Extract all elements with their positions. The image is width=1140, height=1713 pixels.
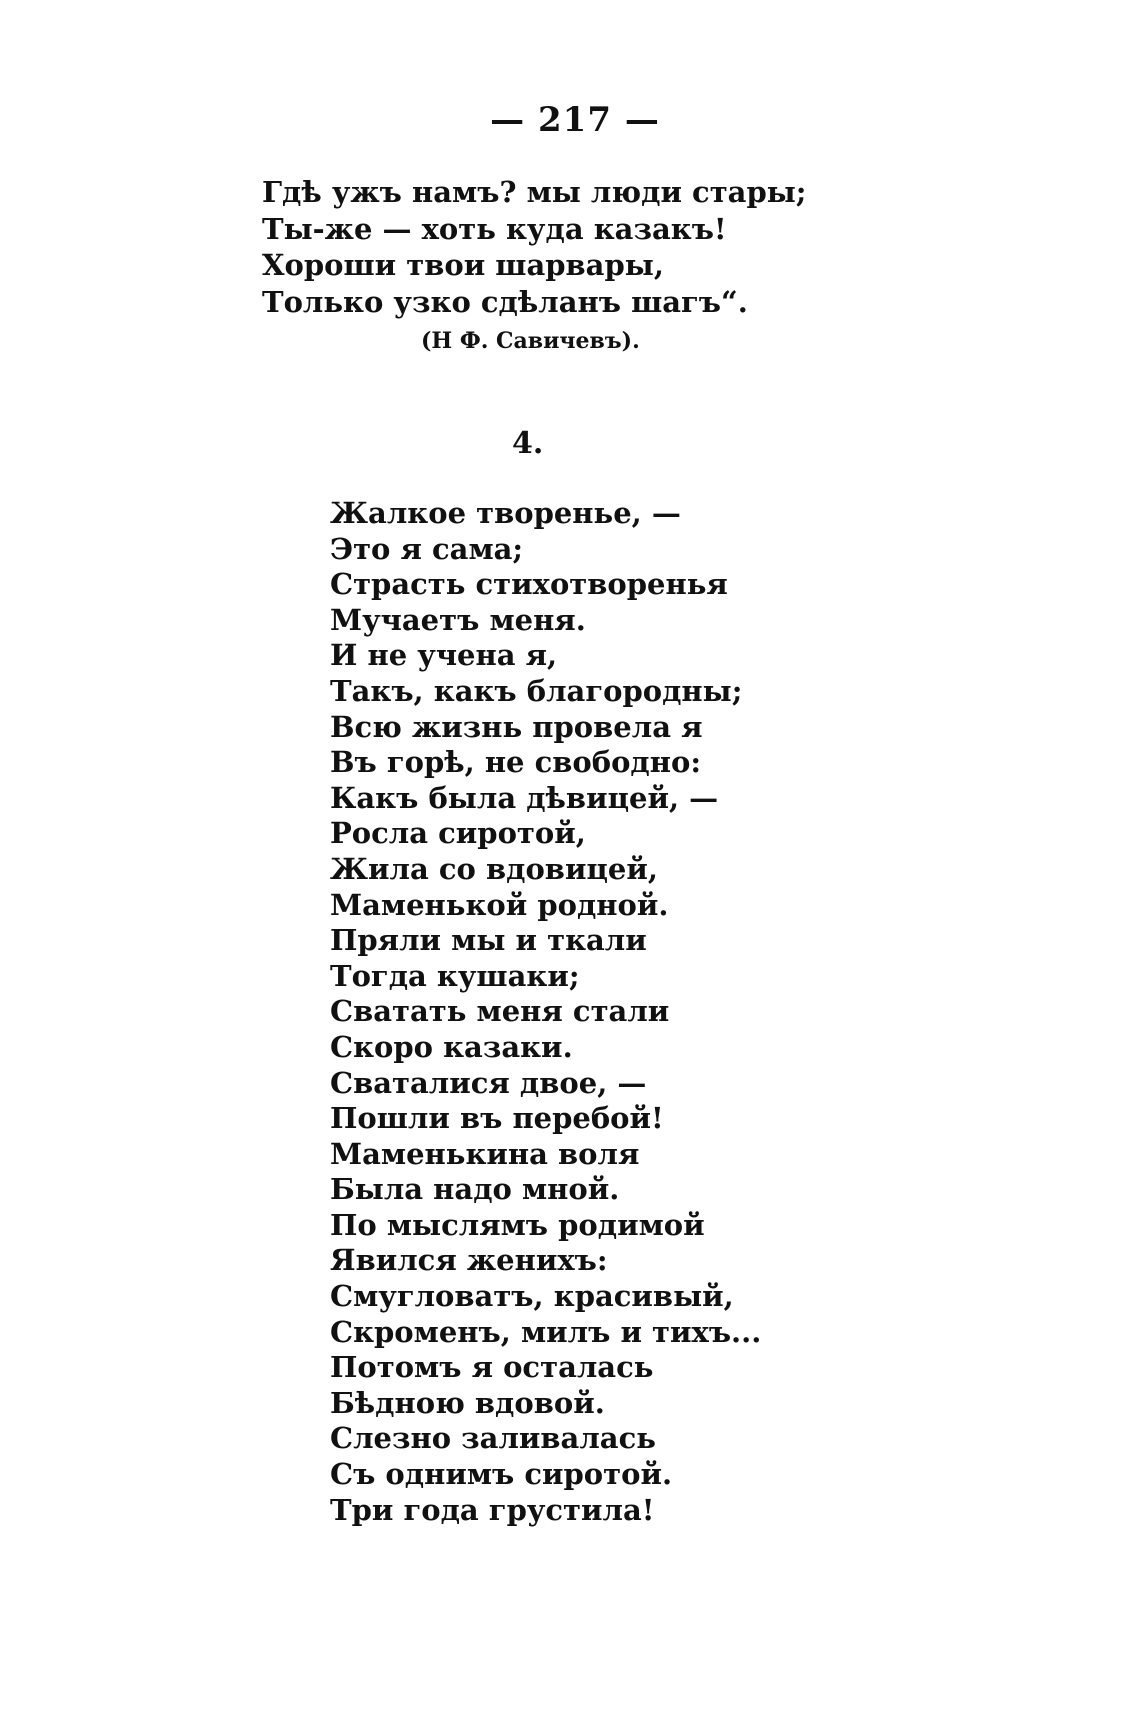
verse-line: И не учена я, bbox=[330, 638, 558, 673]
page-number: — 217 — bbox=[490, 100, 660, 140]
verse-line: Маменькой родной. bbox=[330, 887, 669, 922]
verse-line: Скроменъ, милъ и тихъ... bbox=[330, 1314, 762, 1349]
top-stanza bbox=[262, 174, 807, 320]
author-attribution: (Н Ф. Савичевъ). bbox=[421, 328, 640, 354]
verse-line: Сватать меня стали bbox=[330, 994, 670, 1029]
poem bbox=[330, 496, 850, 1528]
verse-line: Маменькина воля bbox=[330, 1136, 640, 1171]
verse-line: По мыслямъ родимой bbox=[330, 1207, 705, 1242]
verse-line: Съ однимъ сиротой. bbox=[330, 1457, 673, 1492]
verse-line: Жила со вдовицей, bbox=[330, 851, 658, 886]
verse-line: Хороши твои шарвары, bbox=[262, 248, 664, 282]
verse-line: Тогда кушаки; bbox=[330, 958, 580, 993]
verse-line: Въ горѣ, не свободно: bbox=[330, 745, 702, 780]
verse-line: Жалкое творенье, — bbox=[330, 496, 681, 530]
verse-line: Была надо мной. bbox=[330, 1172, 620, 1207]
verse-line: Такъ, какъ благородны; bbox=[330, 673, 743, 708]
verse-line: Скоро казаки. bbox=[330, 1029, 573, 1064]
verse-line: Сваталися двое, — bbox=[330, 1065, 647, 1100]
verse-line: Три года грустила! bbox=[330, 1492, 655, 1527]
verse-line: Потомъ я осталась bbox=[330, 1350, 654, 1385]
verse-line: Бѣдною вдовой. bbox=[330, 1385, 605, 1420]
section-number: 4. bbox=[512, 426, 544, 461]
verse-line: Слезно заливалась bbox=[330, 1421, 656, 1456]
verse-line: Страсть стихотворенья bbox=[330, 567, 728, 602]
verse-line: Ты-же — хоть куда казакъ! bbox=[262, 211, 727, 246]
verse-line: Только узко сдѣланъ шагъ“. bbox=[262, 284, 748, 319]
verse-line: Росла сиротой, bbox=[330, 816, 586, 851]
verse-line: Пошли въ перебой! bbox=[330, 1101, 664, 1136]
verse-line: Всю жизнь провела я bbox=[330, 709, 703, 744]
verse-line: Мучаетъ меня. bbox=[330, 602, 586, 637]
verse-line: Какъ была дѣвицей, — bbox=[330, 780, 719, 815]
verse-line: Пряли мы и ткали bbox=[330, 923, 647, 958]
verse-line: Это я сама; bbox=[330, 531, 524, 566]
verse-line: Явился женихъ: bbox=[330, 1243, 608, 1278]
verse-line: Смугловатъ, красивый, bbox=[330, 1279, 734, 1314]
verse-line: Гдѣ ужъ намъ? мы люди стары; bbox=[262, 175, 807, 209]
